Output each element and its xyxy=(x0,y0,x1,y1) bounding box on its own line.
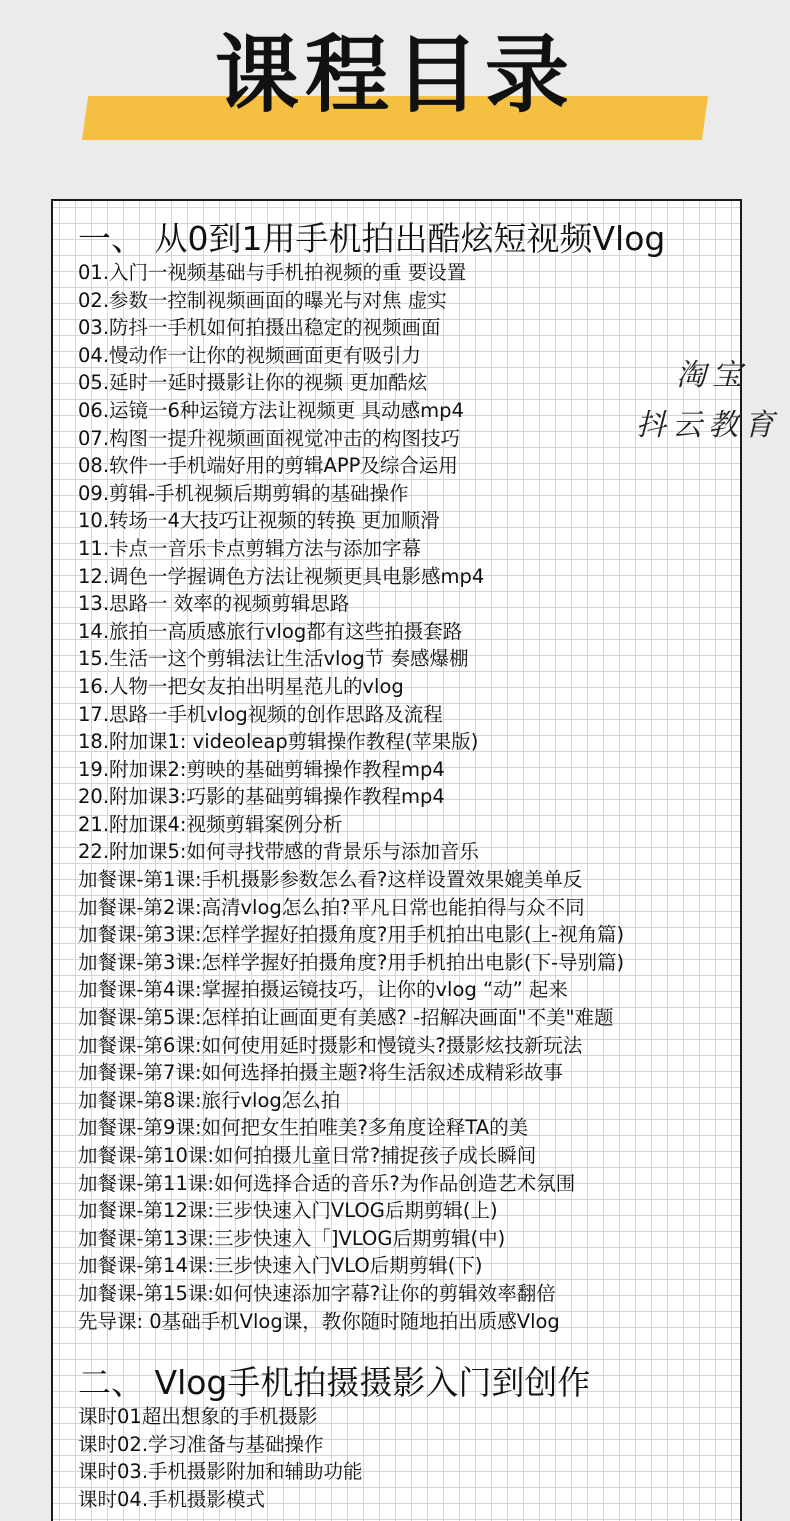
lesson-item: 19.附加课2:剪映的基础剪辑操作教程mp4 xyxy=(78,757,445,781)
lesson-item: 01.入门一视频基础与手机拍视频的重 要设置 xyxy=(78,261,467,284)
lesson-item: 加餐课-第15课:如何快速添加字幕?让你的剪辑效率翻倍 xyxy=(78,1281,556,1305)
lesson-item: 加餐课-第10课:如何拍摄儿童日常?捕捉孩子成长瞬间 xyxy=(78,1144,537,1167)
lesson-item: 加餐课-第3课:怎样学握好拍摄角度?用手机拍出电影(上-视角篇) xyxy=(78,923,625,947)
lesson-item: 加餐课-第9课:如何把女生拍唯美?多角度诠释TA的美 xyxy=(78,1116,529,1140)
lesson-item: 加餐课-第14课:三步快速入门VLO后期剪辑(下) xyxy=(78,1254,483,1278)
lesson-item: 13.思路一 效率的视频剪辑思路 xyxy=(78,592,350,616)
lesson-item: 03.防抖一手机如何拍摄出稳定的视频画面 xyxy=(78,316,441,340)
lesson-item: 09.剪辑-手机视频后期剪辑的基础操作 xyxy=(78,481,409,505)
lesson-item: 加餐课-第3课:怎样学握好拍摄角度?用手机拍出电影(下-导别篇) xyxy=(78,950,625,974)
lesson-item: 07.构图一提升视频画面视觉冲击的构图技巧 xyxy=(78,426,461,450)
lesson-item: 加餐课-第13课:三步快速入「]VLOG后期剪辑(中) xyxy=(78,1226,506,1250)
lesson-item: 02.参数一控制视频画面的曝光与对焦 虚实 xyxy=(78,288,447,312)
watermark-line: 淘宝 xyxy=(676,358,748,393)
lesson-item: 加餐课-第6课:如何使用延时摄影和慢镜头?摄影炫技新玩法 xyxy=(78,1033,583,1057)
watermark-line: 抖云教育 xyxy=(636,408,780,443)
lesson-item: 22.附加课5:如何寻找带感的背景乐与添加音乐 xyxy=(78,840,479,864)
lesson-item: 11.卡点一音乐卡点剪辑方法与添加字幕 xyxy=(78,536,422,560)
lesson-item: 加餐课-第1课:手机摄影参数怎么看?这样设置效果媲美单反 xyxy=(78,868,583,892)
lesson-item: 20.附加课3:巧影的基础剪辑操作教程mp4 xyxy=(78,785,445,809)
lesson-item: 10.转场一4大技巧让视频的转换 更加顺滑 xyxy=(78,509,440,533)
page-title: 课程目录 xyxy=(214,26,575,124)
lesson-item: 06.运镜一6种运镜方法让视频更 具动感mp4 xyxy=(78,398,464,422)
section-gap xyxy=(78,1335,738,1363)
lesson-item: 15.生活一这个剪辑法让生活vlog节 奏感爆棚 xyxy=(78,647,469,671)
lesson-item: 加餐课-第11课:如何选择合适的音乐?为作品创造艺术氛围 xyxy=(78,1171,576,1195)
lesson-item: 课时03.手机摄影附加和辅助功能 xyxy=(78,1460,363,1484)
header xyxy=(0,0,790,170)
section-title: 一、 从0到1用手机拍出酷炫短视频Vlog xyxy=(78,219,666,258)
lesson-item: 课时04.手机摄影模式 xyxy=(78,1487,266,1511)
lesson-item: 17.思路一手机vlog视频的创作思路及流程 xyxy=(78,702,443,726)
lesson-item: 12.调色一学握调色方法让视频更具电影感mp4 xyxy=(78,564,485,588)
section2-lesson-list xyxy=(78,1403,738,1513)
section-title: 二、 Vlog手机拍摄摄影入门到创作 xyxy=(78,1363,591,1403)
course-catalog-card xyxy=(51,199,742,1521)
lesson-item: 加餐课-第8课:旅行vlog怎么拍 xyxy=(78,1088,341,1112)
lesson-item: 21.附加课4:视频剪辑案例分析 xyxy=(78,812,343,836)
lesson-item: 加餐课-第7课:如何选择拍摄主题?将生活叙述成精彩故事 xyxy=(78,1061,563,1085)
lesson-item: 08.软件一手机端好用的剪辑APP及综合运用 xyxy=(78,454,458,478)
lesson-item: 18.附加课1: videoleap剪辑操作教程(苹果版) xyxy=(78,730,479,754)
lesson-item: 加餐课-第4课:掌握拍摄运镜技巧，让你的vlog “动” 起来 xyxy=(78,978,568,1002)
lesson-item: 课时01超出想象的手机摄影 xyxy=(78,1405,318,1429)
lesson-item: 课时02.学习准备与基础操作 xyxy=(78,1432,324,1456)
lesson-item: 加餐课-第2课:高清vlog怎么拍?平凡日常也能拍得与众不同 xyxy=(78,895,585,919)
lesson-item: 04.慢动作一让你的视频画面更有吸引力 xyxy=(78,343,422,367)
lesson-item: 05.延时一延时摄影让你的视频 更加酷炫 xyxy=(78,371,428,395)
lesson-item: 加餐课-第12课:三步快速入门VLOG后期剪辑(上) xyxy=(78,1199,498,1223)
lesson-item: 16.人物一把女友拍出明星范儿的vlog xyxy=(78,674,404,698)
lesson-item: 先导课: 0基础手机Vlog课，教你随时随地拍出质感Vlog xyxy=(78,1309,560,1333)
lesson-item: 14.旅拍一高质感旅行vlog都有这些拍摄套路 xyxy=(78,619,463,643)
lesson-item: 加餐课-第5课:怎样拍让画面更有美感? -招解决画面"不美"难题 xyxy=(78,1006,614,1030)
